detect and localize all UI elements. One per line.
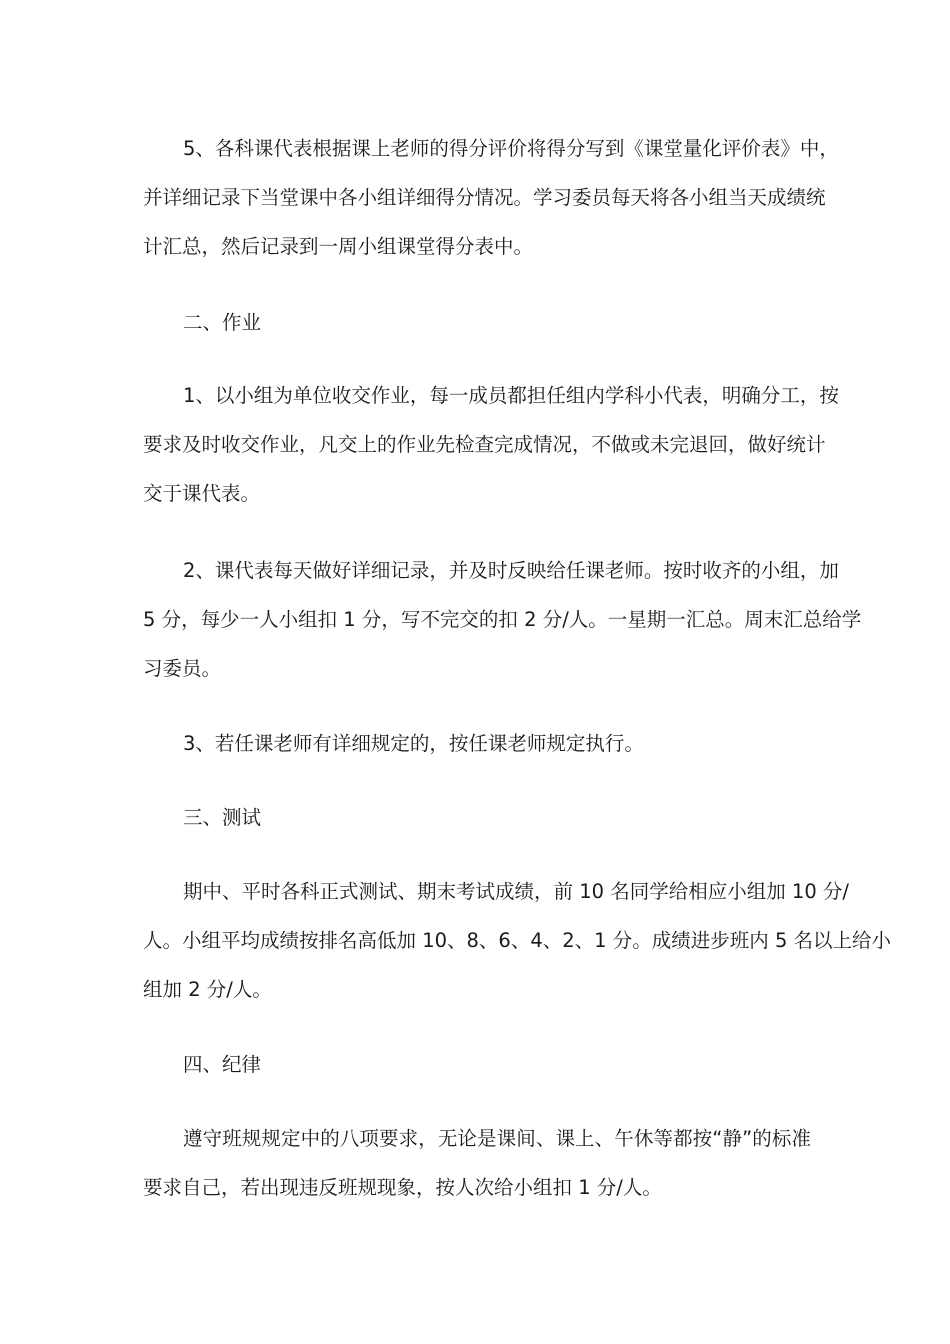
paragraph-item-3: [143, 719, 811, 768]
paragraph-line: 组加 2 分/人。: [143, 978, 272, 1001]
paragraph-tests: [143, 867, 892, 1014]
section-heading-homework: 二、作业: [183, 311, 262, 334]
paragraph-discipline: [143, 1114, 811, 1212]
paragraph-line: 5 分，每少一人小组扣 1 分，写不完交的扣 2 分/人。一星期一汇总。周末汇总给学: [143, 608, 862, 631]
paragraph-item-1: [143, 371, 839, 518]
paragraph-item-2: [143, 546, 862, 693]
paragraph-line: 要求及时收交作业，凡交上的作业先检查完成情况，不做或未完退回，做好统计: [143, 433, 826, 456]
paragraph-line: 计汇总，然后记录到一周小组课堂得分表中。: [143, 235, 534, 258]
paragraph-line: 3、若任课老师有详细规定的，按任课老师规定执行。: [183, 732, 644, 755]
paragraph-line: 人。小组平均成绩按排名高低加 10、8、6、4、2、1 分。成绩进步班内 5 名以上给小: [143, 929, 892, 952]
paragraph-line: 5、各科课代表根据课上老师的得分评价将得分写到《课堂量化评价表》中，: [183, 137, 839, 160]
paragraph-line: 习委员。: [143, 657, 222, 680]
paragraph-line: 要求自己，若出现违反班规现象，按人次给小组扣 1 分/人。: [143, 1176, 662, 1199]
paragraph-line: 期中、平时各科正式测试、期末考试成绩，前 10 名同学给相应小组加 10 分/: [183, 880, 849, 903]
paragraph-line: 交于课代表。: [143, 482, 261, 505]
paragraph-line: 1、以小组为单位收交作业，每一成员都担任组内学科小代表，明确分工，按: [183, 384, 839, 407]
paragraph-item-5: [143, 124, 839, 271]
section-heading-tests: 三、测试: [183, 806, 262, 829]
paragraph-line: 2、课代表每天做好详细记录，并及时反映给任课老师。按时收齐的小组，加: [183, 559, 839, 582]
paragraph-line: 并详细记录下当堂课中各小组详细得分情况。学习委员每天将各小组当天成绩统: [143, 186, 826, 209]
section-heading-discipline: 四、纪律: [183, 1053, 262, 1076]
paragraph-line: 遵守班规规定中的八项要求，无论是课间、课上、午休等都按“静”的标准: [183, 1127, 811, 1150]
